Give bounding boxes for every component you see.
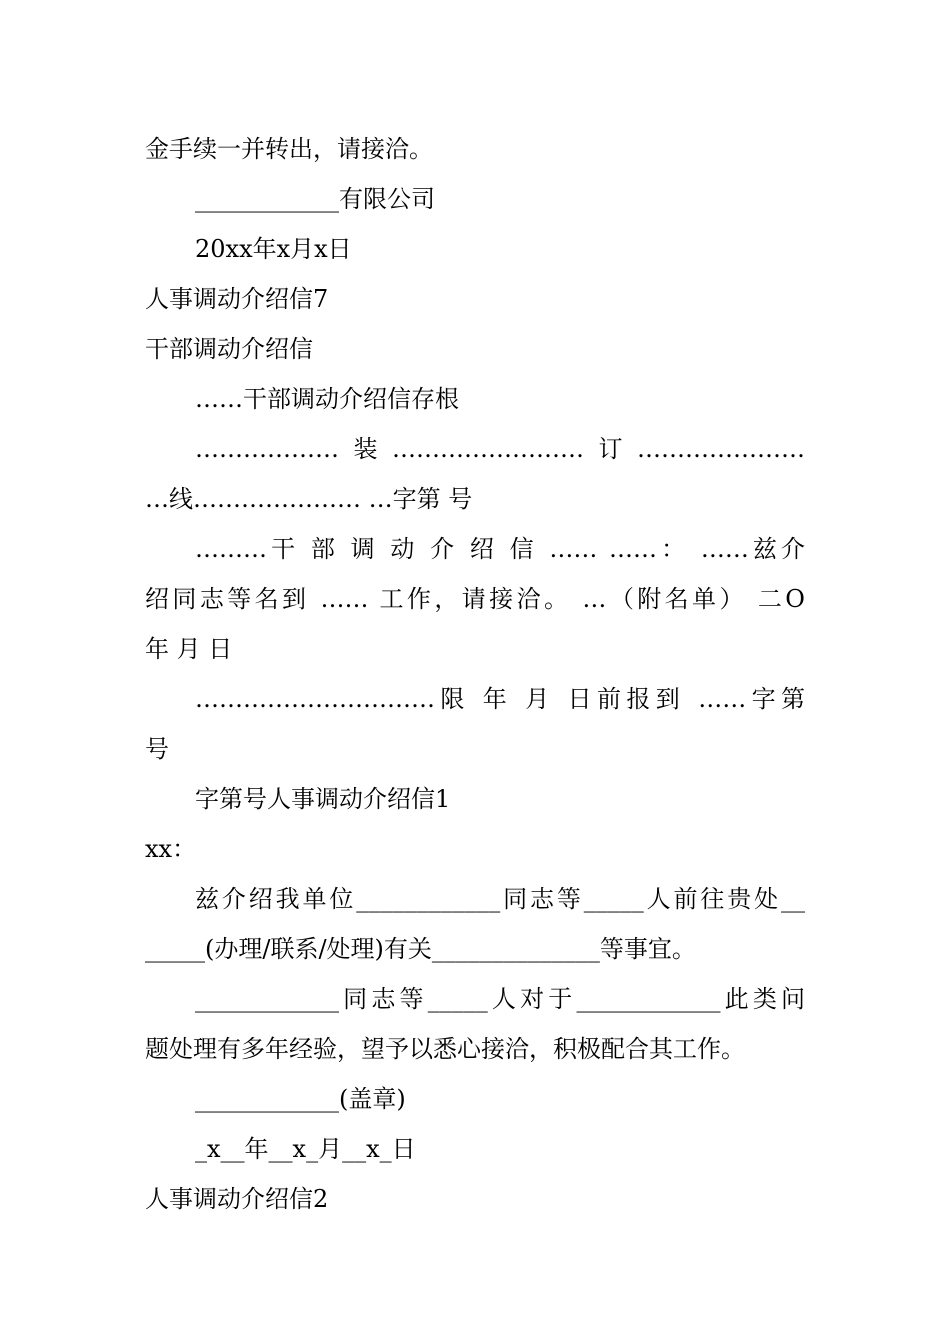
body-text-line: …………………………限 年 月 日前报到 ……字第 [195,685,805,713]
salutation-line: xx： [145,835,197,863]
body-text-line: _____(办理/联系/处理)有关______________等事宜。 [145,935,696,963]
body-text-line: 号 [145,735,169,763]
stub-title-line: ……干部调动介绍信存根 [195,385,459,413]
date-line: 20xx年x月x日 [195,235,352,263]
body-text-line: 兹介绍我单位____________同志等_____人前往贵处__ [195,885,805,913]
binding-line-continued: …线………………… …字第 号 [145,485,473,513]
body-text-line: 绍同志等名到 …… 工作，请接洽。 …（附名单） 二O [145,585,805,613]
body-text-line: ____________同志等_____人对于____________此类问 [195,985,805,1013]
body-text-line: 题处理有多年经验，望予以悉心接洽，积极配合其工作。 [145,1035,745,1063]
section-heading: 人事调动介绍信7 [145,285,329,313]
seal-line: ____________(盖章) [195,1085,406,1113]
section-heading: 人事调动介绍信2 [145,1185,329,1213]
binding-line: ………………装……………………订………………… [195,435,805,463]
body-text-line: 金手续一并转出，请接洽。 [145,135,433,163]
date-line: _x__年__x_月__x_日 [195,1135,416,1163]
body-text-line: 年 月 日 [145,635,233,663]
letter-heading-line: 字第号人事调动介绍信1 [195,785,451,813]
company-signature-line: ____________有限公司 [195,185,435,213]
letter-title: 干部调动介绍信 [145,335,313,363]
body-text-line: ………干 部 调 动 介 绍 信 …… ……： ……兹介 [195,535,805,563]
